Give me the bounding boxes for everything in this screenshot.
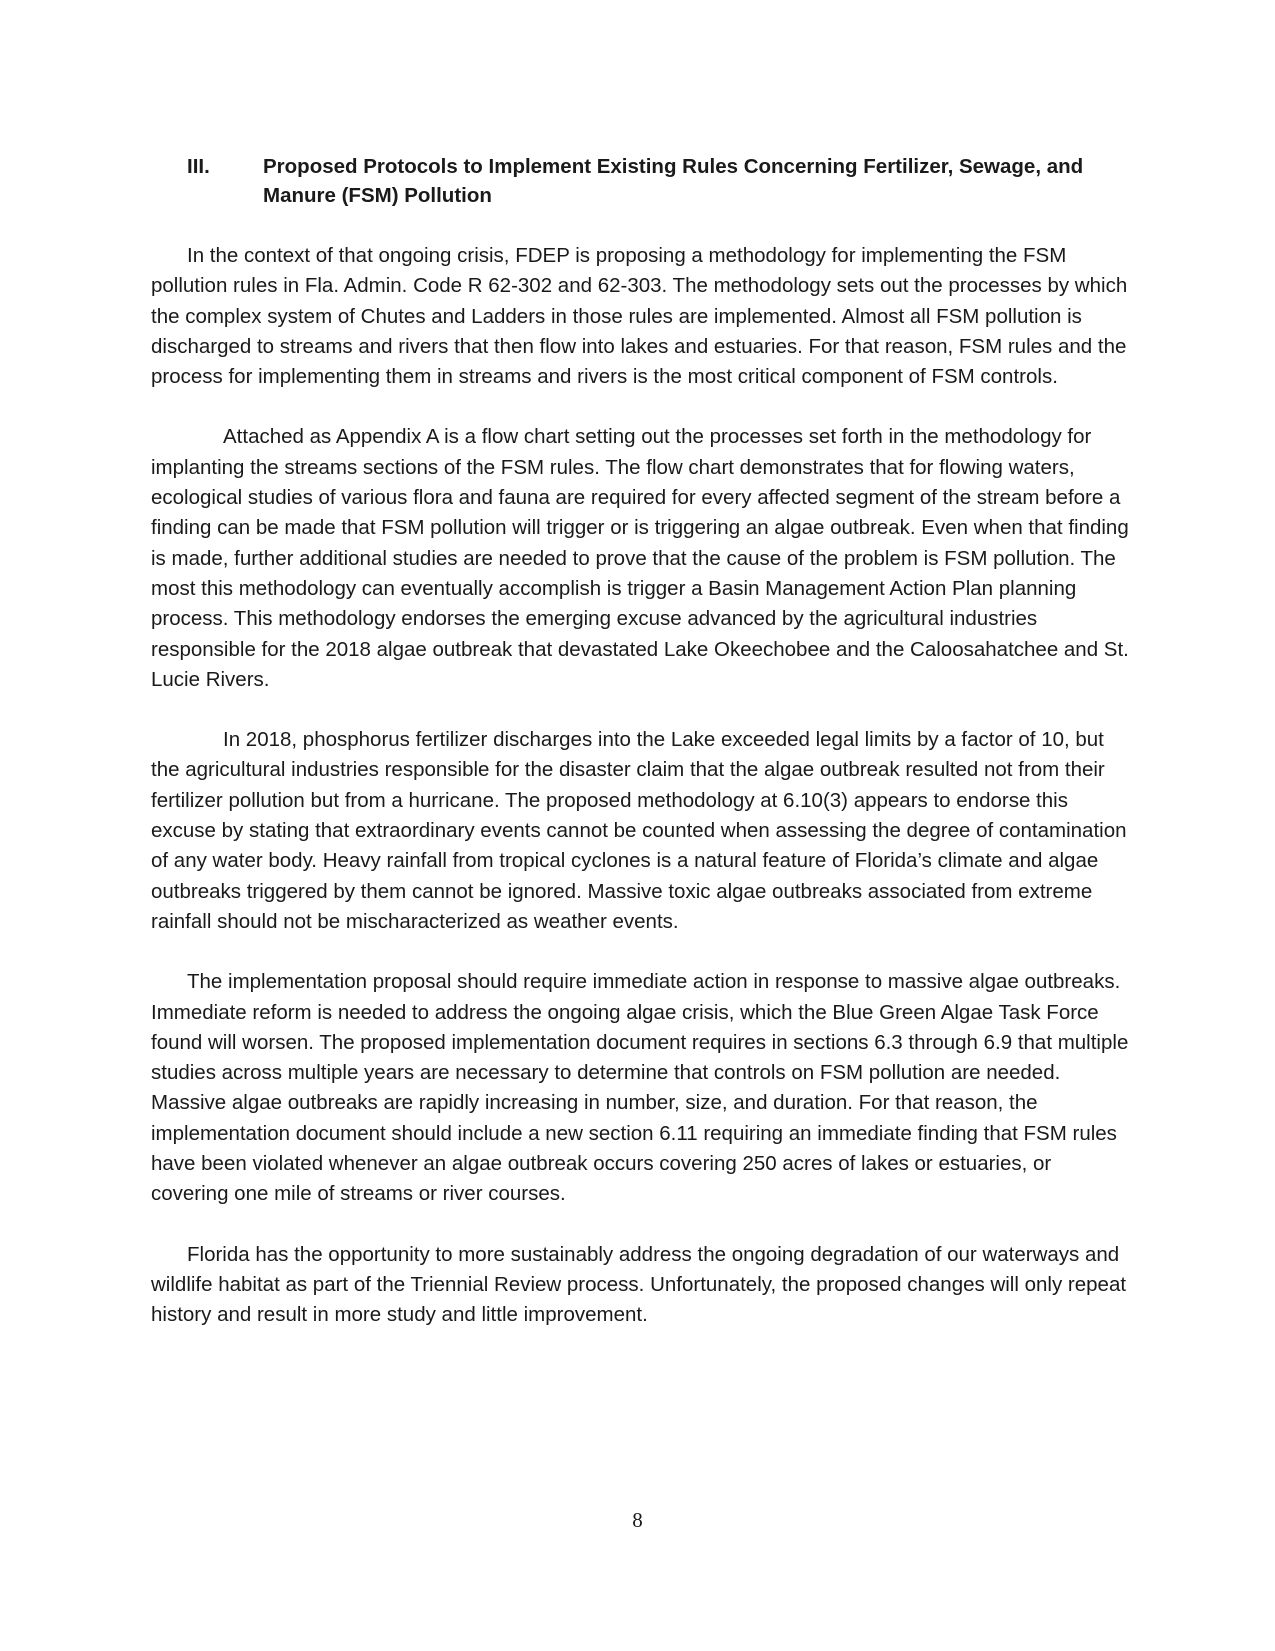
paragraph-appendix-flow-chart: Attached as Appendix A is a flow chart setting out the processes set forth in the methodology for implanting the streams sections of the FSM rules. The flow chart demonstrates that for flowing waters, ecological studies of various flora and fauna are required for every affected segment of the stream before a finding can be made that FSM pollution will trigger or is triggering an algae outbreak. Even when that finding is made, further additional studies are needed to prove that the cause of the problem is FSM pollution. The most this methodology can eventually accomplish is trigger a Basin Management Action Plan planning process. This methodology endorses the emerging excuse advanced by the agricultural industries responsible for the 2018 algae outbreak that devastated Lake Okeechobee and the Caloosahatchee and St. Lucie Rivers. <box>151 425 1129 691</box>
paragraph-fdep-methodology: In the context of that ongoing crisis, FDEP is proposing a methodology for implementing the FSM pollution rules in Fla. Admin. Code R 62-302 and 62-303. The methodology sets out the processes by which the complex system of Chutes and Ladders in those rules are implemented. Almost all FSM pollution is discharged to streams and rivers that then flow into lakes and estuaries. For that reason, FSM rules and the process for implementing them in streams and rivers is the most critical component of FSM controls. <box>151 244 1128 389</box>
paragraph-triennial-review: Florida has the opportunity to more sustainably address the ongoing degradation of our waterways and wildlife habitat as part of the Triennial Review process. Unfortunately, the proposed changes will only repeat history and result in more study and little improvement. <box>151 1242 1127 1327</box>
paragraph-implementation-proposal: The implementation proposal should require immediate action in response to massive algae outbreaks. Immediate reform is needed to address the ongoing algae crisis, which the Blue Green Algae Task Force found will worsen. The proposed implementation document requires in sections 6.3 through 6.9 that multiple studies across multiple years are necessary to determine that controls on FSM pollution are needed. Massive algae outbreaks are rapidly increasing in number, size, and duration. For that reason, the implementation document should include a new section 6.11 requiring an immediate finding that FSM rules have been violated whenever an algae outbreak occurs covering 250 acres of lakes or estuaries, or covering one mile of streams or river courses. <box>151 970 1129 1206</box>
page-number: 8 <box>632 1508 643 1532</box>
body-text <box>151 241 1131 1331</box>
paragraph-2018-phosphorus: In 2018, phosphorus fertilizer discharges into the Lake exceeded legal limits by a factor of 10, but the agricultural industries responsible for the disaster claim that the algae outbreak resulted not from their fertilizer pollution but from a hurricane. The proposed methodology at 6.10(3) appears to endorse this excuse by stating that extraordinary events cannot be counted when assessing the degree of contamination of any water body. Heavy rainfall from tropical cyclones is a natural feature of Florida’s climate and algae outbreaks triggered by them cannot be ignored. Massive toxic algae outbreaks associated from extreme rainfall should not be mischaracterized as weather events. <box>151 728 1127 933</box>
section-numeral: III. <box>187 155 210 178</box>
section-title: Proposed Protocols to Implement Existing Rules Concerning Fertilizer, Sewage, and Manure (FSM) Pollution <box>263 155 1084 207</box>
